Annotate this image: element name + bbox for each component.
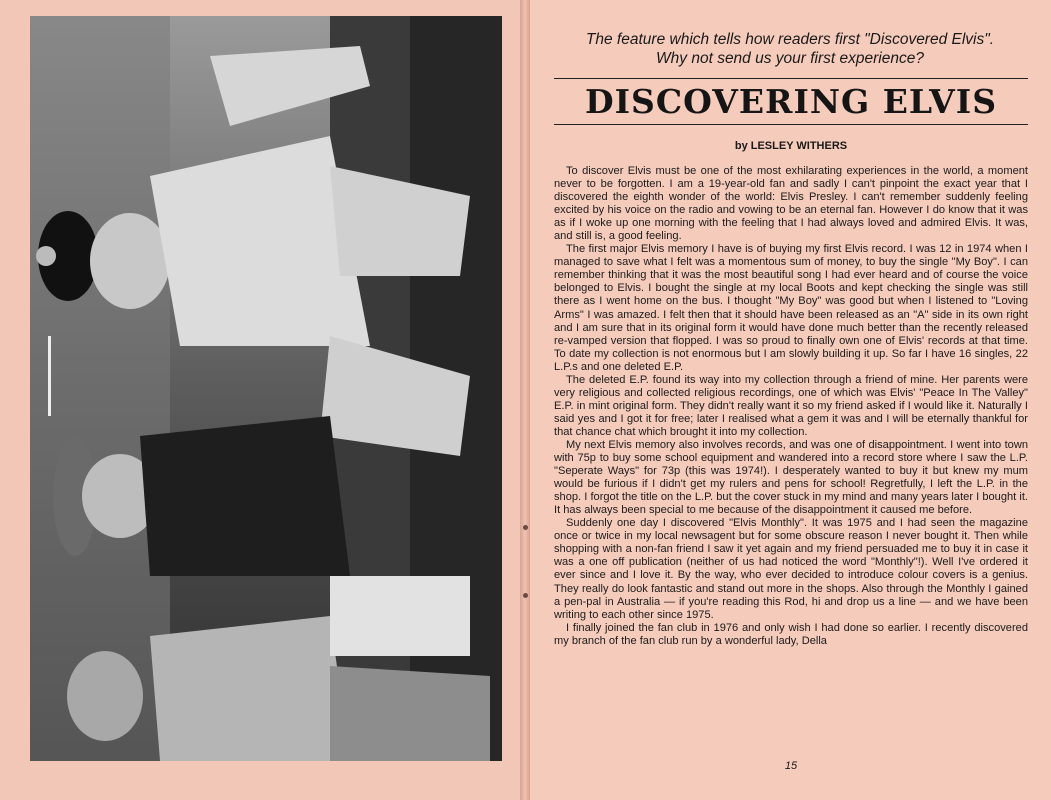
article-paragraph: I finally joined the fan club in 1976 and only wish I had done so earlier. I recently discovered my branch of the fan club run by a wonderful lady, Della [554, 621, 1028, 647]
article-paragraph: The first major Elvis memory I have is of buying my first Elvis record. I was 12 in 1974 when I managed to save what I felt was a momentous sum of money, to buy the single "My Boy". I can remember thinking that it was the most beautiful song I had ever heard and of course the voice belonged to Elvis. I bought the single at my local Boots and kept checking the single was still there as I went home on the bus. I thought "My Boy" was good but when I listened to "Loving Arms" I was amazed. I felt then that it should have been released as an "A" side in its own right and I am sure that in its original form it would have done much better than the recently released re-vamped version that flopped. I was so proud to finally own one of Elvis' records at that time. To date my collection is not enormous but I am slowly building it up. So far I have 16 singles, 22 L.P.s and one deleted E.P. [554, 243, 1028, 373]
page-number: 15 [784, 760, 798, 772]
left-page [0, 0, 520, 800]
staple-mark [523, 525, 528, 530]
intro-text: The feature which tells how readers first "Discovered Elvis". Why not send us your first experience? [585, 31, 995, 67]
headline-top-rule [554, 78, 1028, 79]
page-gutter [520, 0, 530, 800]
black-and-white-photo [30, 16, 502, 761]
article-paragraph: Suddenly one day I discovered "Elvis Monthly". It was 1975 and I had seen the magazine once or twice in my local newsagent but for some obscure reason I never bought it. Then while shopping with a non-fan friend I saw it yet again and my friend persuaded me to buy it in case it was a one off publication (neither of us had noticed the word "Monthly"!). Well I've ordered it ever since and I love it. By the way, who ever decided to introduce colour covers is a genius. They really do look fantastic and stand out more in the shops. Also through the Monthly I gained a pen-pal in Australia — if you're reading this Rod, hi and drop us a line — and we have been writing to each other since 1975. [554, 517, 1028, 621]
article-body [554, 165, 1028, 648]
photo-illustration [30, 16, 502, 761]
article-paragraph: My next Elvis memory also involves records, and was one of disappointment. I went into town with 75p to buy some school equipment and wandered into a record store where I saw the L.P. "Seperate Ways" for 73p (this was 1974!). I desperately wanted to buy it but knew my mum would be furious if I didn't get my rulers and pens for school! Regretfully, I left the L.P. in the shop. I forgot the title on the L.P. but the cover stuck in my mind and many years later I bought it. It has always been special to me because of the disappointment it caused me before. [554, 438, 1028, 517]
byline: by LESLEY WITHERS [734, 140, 848, 152]
staple-mark [523, 593, 528, 598]
article-paragraph: The deleted E.P. found its way into my collection through a friend of mine. Her parents were very religious and collected religious recordings, one of which was Elvis' "Peace In The Valley" E.P. in mint original form. They didn't really want it so my friend asked if I would like it. Naturally I said yes and I got it for free; later I realised what a gem it was and I will be eternally thankful for that chance chat which brought it into my collection. [554, 373, 1028, 438]
article-paragraph: To discover Elvis must be one of the most exhilarating experiences in the world, a moment never to be forgotten. I am a 19-year-old fan and sadly I can't pinpoint the exact year that I discovered the eighth wonder of the world: Elvis Presley. I can't remember suddenly feeling excited by his voice on the radio and vowing to be an eternal fan. However I do know that it was as if I woke up one morning with the feeling that I had always loved and admired Elvis. It was, and still is, a good feeling. [554, 165, 1028, 243]
article-headline: DISCOVERING ELVIS [584, 82, 998, 121]
headline-bottom-rule [554, 124, 1028, 125]
right-page [530, 0, 1051, 800]
